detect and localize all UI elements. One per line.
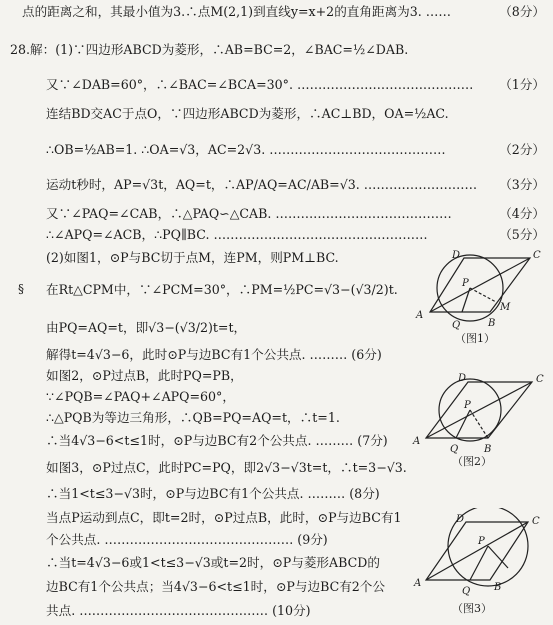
text-line: 运动t秒时，AP=√3t，AQ=t，∴AP/AQ=AC/AB=√3. ……………………… （3分） xyxy=(46,177,545,192)
text-line: 由PQ=AQ=t，即√3−(√3/2)t=t， xyxy=(46,320,247,335)
text-line: 如图3，⊙P过点C，此时PC=PQ，即2√3−√3t=t，∴t=3−√3. xyxy=(46,460,407,475)
text-line: ∴当1<t≤3−√3时，⊙P与边BC有1个公共点. ……… (8分) xyxy=(46,486,380,501)
label-a: A xyxy=(416,310,424,321)
text-line: ∴∠APQ=∠ACB，∴PQ∥BC. …………………………………………… （5分） xyxy=(46,227,545,242)
figure-1-caption: （图1） xyxy=(455,332,495,345)
segment-pq xyxy=(462,288,470,312)
text-line: 边BC有1个公共点；当4√3−6<t≤1时，⊙P与边BC有2个公 xyxy=(46,579,385,594)
label-d: D xyxy=(456,514,465,525)
label-q: Q xyxy=(452,320,461,331)
label-a: A xyxy=(414,578,422,589)
figure-2-diagram xyxy=(412,372,550,462)
label-q: Q xyxy=(450,444,459,455)
segment-pb xyxy=(470,410,488,438)
text-line: ∴△PQB为等边三角形，∴QB=PQ=AQ=t，∴t=1. xyxy=(46,410,340,425)
text-line: 共点. ……………………………………… (10分) xyxy=(46,603,311,618)
label-b: B xyxy=(488,318,496,329)
text-line: ∴当t=4√3−6或1<t≤3−√3或t=2时，⊙P与菱形ABCD的 xyxy=(46,555,380,570)
diagonal-ac xyxy=(426,522,528,580)
figure-2 xyxy=(412,372,550,462)
stray-mark: § xyxy=(18,282,24,296)
label-d: D xyxy=(452,250,461,261)
text-line: 如图2，⊙P过点B，此时PQ=PB， xyxy=(46,368,243,383)
figure-3-caption: （图3） xyxy=(452,602,492,615)
label-b: B xyxy=(484,444,492,455)
text-line: 在Rt△CPM中，∵∠PCM=30°，∴PM=½PC=√3−(√3/2)t. xyxy=(46,282,398,297)
figure-2-caption: （图2） xyxy=(452,455,492,468)
text-line: 28.解：(1)∵四边形ABCD为菱形，∴AB=BC=2，∠BAC=½∠DAB. xyxy=(10,42,409,57)
text-line: 又∵∠PAQ=∠CAB，∴△PAQ∽△CAB. …………………………………… （4分） xyxy=(46,206,545,221)
segment-pq xyxy=(470,546,488,580)
text-line: 点的距离之和，其最小值为3.∴点M(2,1)到直线y=x+2的直角距离为3. …… （8分） xyxy=(22,4,545,19)
label-p: P xyxy=(464,400,471,411)
label-d: D xyxy=(458,373,467,384)
text-line: 个公共点. ……………………………………… (9分) xyxy=(46,532,328,547)
label-b: B xyxy=(494,582,502,593)
label-c: C xyxy=(532,516,540,527)
text-line: 连结BD交AC于点O，∵四边形ABCD为菱形，∴AC⊥BD，OA=½AC. xyxy=(46,106,449,121)
label-p: P xyxy=(478,536,485,547)
text-line: ∴OB=½AB=1. ∴OA=√3，AC=2√3. …………………………………… （2分） xyxy=(46,142,545,157)
label-a: A xyxy=(413,436,421,447)
text-line: ∵∠PQB=∠PAQ+∠APQ=60°， xyxy=(46,389,235,404)
segment-pq xyxy=(456,410,470,438)
label-c: C xyxy=(533,250,541,261)
figure-3 xyxy=(412,508,550,600)
text-line: ∴当4√3−6<t≤1时，⊙P与边BC有2个公共点. ……… (7分) xyxy=(46,433,388,448)
text-line: (2)如图1，⊙P与BC切于点M，连PM，则PM⊥BC. xyxy=(46,250,339,265)
figure-3-diagram xyxy=(412,508,550,600)
text-line: 当点P运动到点C，即t=2时，⊙P过点B，此时，⊙P与边BC有1 xyxy=(46,510,402,525)
label-c: C xyxy=(536,374,544,385)
label-q: Q xyxy=(462,586,471,597)
segment-pm xyxy=(470,288,496,302)
label-p: P xyxy=(462,278,469,289)
text-line: 又∵∠DAB=60°，∴∠BAC=∠BCA=30°. …………………………………… （1分） xyxy=(46,77,545,92)
text-line: 解得t=4√3−6，此时⊙P与边BC有1个公共点. ……… (6分) xyxy=(46,347,382,362)
label-m: M xyxy=(500,302,511,313)
diagonal-ac xyxy=(426,382,532,438)
